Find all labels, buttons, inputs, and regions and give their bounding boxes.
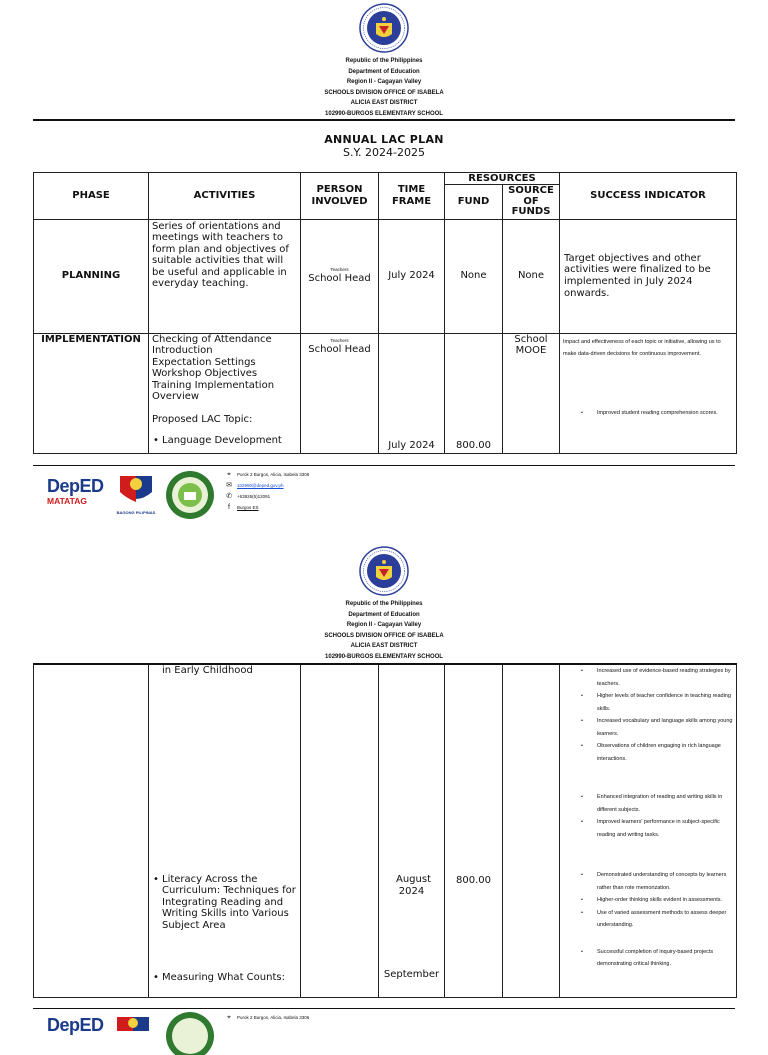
letterhead-line: SCHOOLS DIVISION OFFICE OF ISABELA <box>324 89 444 96</box>
indicator-item: • Demonstrated understanding of concepts by learners rather than rote memorization. <box>563 869 733 894</box>
deped-matatag-logo-icon: DepED <box>47 1015 104 1035</box>
letterhead-line: Region II - Cagayan Valley <box>346 622 422 629</box>
implementation-time-continued <box>379 664 445 997</box>
letterhead-line: Republic of the Philippines <box>345 58 423 64</box>
activity-line: Expectation Settings <box>152 356 256 368</box>
letterhead-line: 102990-BURGOS ELEMENTARY SCHOOL <box>325 110 443 117</box>
implementation-time-1: July 2024 <box>379 333 445 453</box>
activity-line: Workshop Objectives <box>152 368 258 380</box>
phase-implementation: IMPLEMENTATION <box>34 333 149 453</box>
activity-line: Introduction <box>152 345 213 357</box>
indicator-item: • Higher-order thinking skills evident in assessments. <box>563 894 733 907</box>
lac-plan-table-continued <box>33 663 737 998</box>
planning-source: None <box>503 219 560 333</box>
page-2 <box>0 540 768 1035</box>
person-teachers: Teachers <box>330 337 349 343</box>
bagong-pilipinas-logo-icon <box>113 1011 153 1031</box>
letterhead <box>0 56 768 120</box>
topic-item: • Measuring What Counts: <box>152 972 297 984</box>
table-row <box>34 333 737 453</box>
indicator-item: • Enhanced integration of reading and writing skills in different subjects. <box>563 791 733 816</box>
planning-success: Target objectives and other activities were finalized to be implemented in July 2024 onwards. <box>560 219 737 333</box>
header-source-of-funds: SOURCE OF FUNDS <box>503 185 560 220</box>
indicator-item: • Use of varied assessment methods to assess deeper understanding. <box>563 907 733 932</box>
facebook-link[interactable]: Burgos ES <box>237 505 259 510</box>
school-year: S.Y. 2024-2025 <box>343 146 425 159</box>
header-fund: FUND <box>445 185 503 220</box>
email-icon: ✉ <box>226 481 232 489</box>
success-intro: Impact and effectiveness of each topic or initiative, allowing us to make data-driven decisions for continuous improvement. <box>563 338 721 357</box>
school-seal-icon <box>165 1011 215 1031</box>
planning-person <box>301 219 379 333</box>
document-title: ANNUAL LAC PLAN <box>324 133 444 146</box>
topic-continued: in Early Childhood <box>162 665 253 676</box>
phone: +63926(5)12091 <box>237 494 271 499</box>
deped-seal-icon <box>359 3 409 53</box>
activity-line: Checking of Attendance <box>152 333 272 345</box>
indicator-item: • Successful completion of inquiry-based projects demonstrating critical thinking. <box>563 946 733 971</box>
indicator-item: • Improved learners' performance in subject-specific reading and writing tasks. <box>563 816 733 841</box>
person-school-head: School Head <box>308 273 371 285</box>
person-school-head: School Head <box>308 343 371 355</box>
letterhead-line: Department of Education <box>348 611 420 618</box>
implementation-activities-continued <box>149 664 301 997</box>
indicator-item: • Observations of children engaging in rich language interactions. <box>563 740 733 765</box>
header-success-indicator: SUCCESS INDICATOR <box>560 173 737 220</box>
proposed-topic-label: Proposed LAC Topic: <box>152 414 253 426</box>
lac-plan-table <box>33 172 737 454</box>
indicator-item: • Increased use of evidence-based reading strategies by teachers. <box>563 665 733 690</box>
header-phase: PHASE <box>34 173 149 220</box>
topic-item: • Language Development <box>152 435 297 447</box>
letterhead-line: Republic of the Philippines <box>345 601 423 607</box>
time-august: August 2024 <box>396 874 431 897</box>
implementation-fund-1: 800.00 <box>445 333 503 453</box>
indicator-item: • Higher levels of teacher confidence in teaching reading skills. <box>563 690 733 715</box>
indicator-item: • Increased vocabulary and language skills among young learners. <box>563 715 733 740</box>
phase-planning: PLANNING <box>34 219 149 333</box>
phase-empty <box>34 664 149 997</box>
deped-matatag-logo-icon: DepED MATATAG <box>47 476 104 506</box>
letterhead-line: ALICIA EAST DISTRICT <box>350 100 418 107</box>
header-divider <box>33 119 735 121</box>
person-empty <box>301 664 379 997</box>
planning-time: July 2024 <box>379 219 445 333</box>
deped-seal-icon <box>359 546 409 596</box>
letterhead-line: SCHOOLS DIVISION OFFICE OF ISABELA <box>324 632 444 639</box>
letterhead <box>0 599 768 663</box>
planning-activities: Series of orientations and meetings with teachers to form plan and objectives of suitable activities that will be useful and applicable in everyday teaching. <box>149 219 301 333</box>
implementation-fund-continued <box>445 664 503 997</box>
implementation-success <box>560 333 737 453</box>
location-icon: ⌖ <box>227 470 231 478</box>
email-link[interactable]: 102990@deped.gov.ph <box>237 483 284 488</box>
header-activities: ACTIVITIES <box>149 173 301 220</box>
fund-august: 800.00 <box>456 875 491 886</box>
phone-icon: ✆ <box>226 492 232 500</box>
school-seal-icon <box>165 470 215 520</box>
contact-info <box>225 469 309 513</box>
contact-info <box>225 1012 309 1023</box>
implementation-activities <box>149 333 301 453</box>
letterhead-line: ALICIA EAST DISTRICT <box>350 643 418 650</box>
indicator-item: • Improved student reading comprehension scores. <box>563 407 733 420</box>
table-row <box>34 219 737 333</box>
page-footer <box>33 465 735 525</box>
topic-item: • Literacy Across the Curriculum: Techniques for Integrating Reading and Writing Skills into Various Subject Area <box>152 874 297 932</box>
implementation-source: School MOOE <box>503 333 560 453</box>
letterhead-line: Region II - Cagayan Valley <box>346 79 422 86</box>
table-row <box>34 664 737 997</box>
location-icon: ⌖ <box>227 1013 231 1021</box>
letterhead-line: 102990-BURGOS ELEMENTARY SCHOOL <box>325 653 443 660</box>
letterhead-line: Department of Education <box>348 68 420 75</box>
implementation-person <box>301 333 379 453</box>
header-resources: RESOURCES <box>445 173 560 185</box>
page-footer <box>33 1008 735 1035</box>
bagong-pilipinas-logo-icon: BAGONG PILIPINAS <box>113 470 159 520</box>
header-person-involved: PERSON INVOLVED <box>301 173 379 220</box>
header-time-frame: TIME FRAME <box>379 173 445 220</box>
time-september: September <box>383 969 440 981</box>
address: Purok 2 Burgos, Alicia, Isabela 3306 <box>237 472 310 477</box>
address: Purok 2 Burgos, Alicia, Isabela 3306 <box>237 1015 310 1020</box>
source-empty <box>503 664 560 997</box>
implementation-success-continued <box>560 664 737 997</box>
facebook-icon: f <box>228 503 230 511</box>
person-teachers: Teachers <box>330 267 349 273</box>
planning-fund: None <box>445 219 503 333</box>
activity-line: Training Implementation Overview <box>152 379 275 403</box>
